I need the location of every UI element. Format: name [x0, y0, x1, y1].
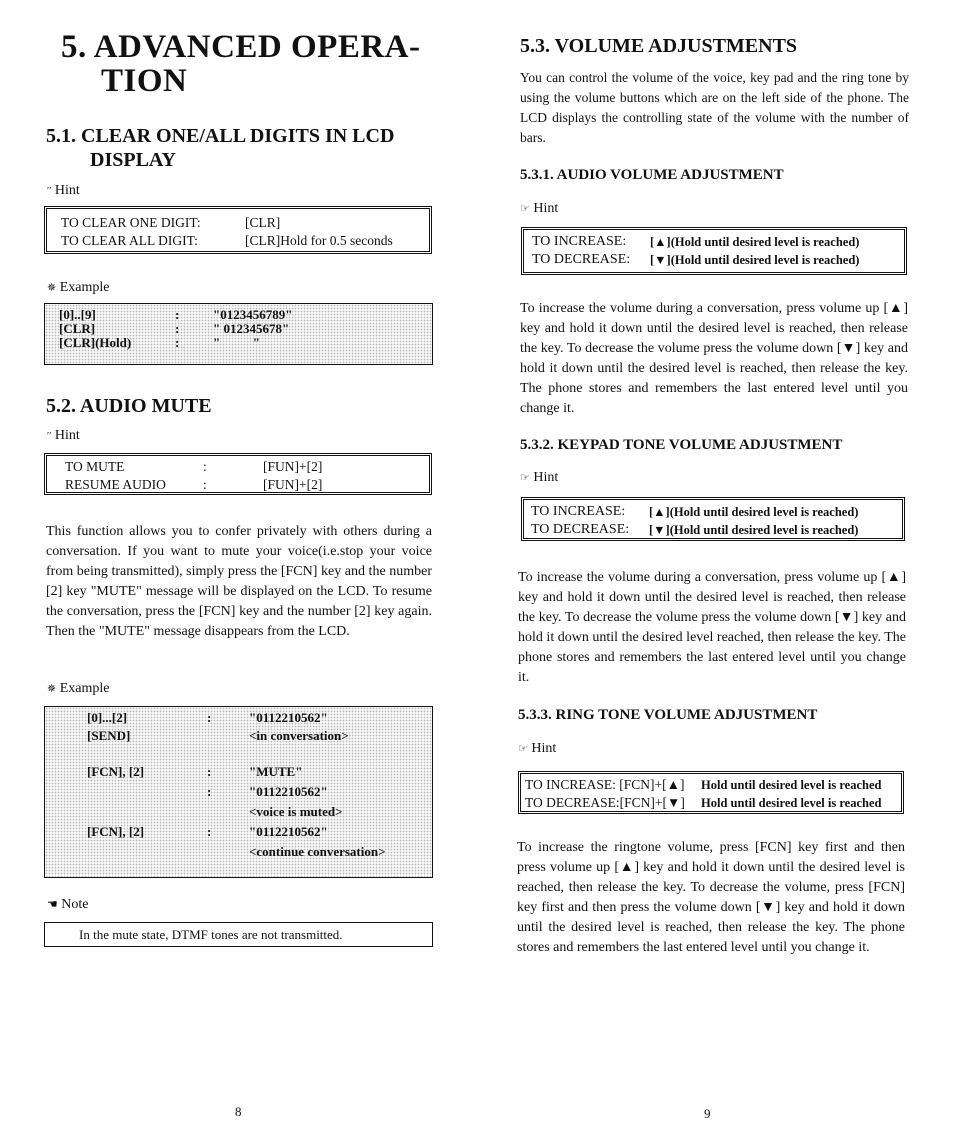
hint-row-label: TO DECREASE:[FCN]+[▼] [525, 795, 685, 810]
hint-row [61, 232, 429, 250]
hint-row [525, 794, 901, 812]
section-5-1-title-line-1: 5.1. CLEAR ONE/ALL DIGITS IN LCD [46, 125, 395, 147]
example-display: <continue conversation> [249, 844, 386, 859]
example-label [47, 280, 109, 296]
example-sep: : [175, 307, 180, 322]
hint-row [532, 233, 904, 251]
hint-label [47, 183, 80, 199]
example-sep: : [207, 764, 212, 779]
hint-row-value: Hold until desired level is reached [701, 796, 882, 810]
example-key: [0]...[2] [87, 710, 128, 725]
section-5-1-title [46, 124, 394, 172]
example-box [44, 706, 433, 878]
example-row [87, 845, 432, 859]
example-label [47, 681, 109, 697]
example-row [87, 765, 432, 779]
example-sep [207, 729, 249, 743]
hint-row-label: TO INCREASE: [FCN]+[▲] [525, 777, 685, 792]
hint-row [525, 776, 901, 794]
chapter-title-line-1: 5. ADVANCED OPERA- [61, 29, 421, 65]
example-row [87, 729, 432, 743]
hint-icon: ′′ [47, 186, 52, 197]
example-sep: : [175, 321, 180, 336]
example-row [87, 785, 432, 799]
example-row [59, 322, 432, 336]
example-key: [FCN], [2] [87, 764, 145, 779]
example-row [87, 805, 432, 819]
hint-box [518, 771, 904, 814]
chapter-title [61, 30, 421, 98]
section-5-3-1-title: 5.3.1. AUDIO VOLUME ADJUSTMENT [520, 167, 784, 183]
example-key: [0]..[9] [59, 307, 96, 322]
hint-row-label: TO CLEAR ALL DIGIT: [61, 233, 198, 248]
hint-row-sep: : [203, 477, 207, 492]
example-row [87, 711, 432, 725]
example-display: "0123456789" [213, 307, 293, 322]
page-number: 8 [235, 1104, 242, 1119]
hint-row [61, 214, 429, 232]
example-row [59, 308, 432, 322]
example-label-text: Example [59, 681, 110, 696]
example-key: [SEND] [87, 728, 131, 743]
hint-row-label: TO DECREASE: [532, 252, 631, 267]
hint-label [47, 428, 80, 444]
example-row [59, 336, 432, 350]
pointing-hand-icon: ☚ [47, 897, 58, 911]
example-label-text: Example [59, 280, 110, 295]
pointing-hand-icon: ☞ [518, 743, 528, 755]
example-sep: : [207, 784, 212, 799]
section-5-3-intro: You can control the volume of the voice, key pad and the ring tone by using the volume buttons which are on the left side of the phone. The LCD displays the controlling state of the volume with the number of bars. [520, 70, 909, 145]
section-5-3-title: 5.3. VOLUME ADJUSTMENTS [520, 35, 798, 57]
pointing-hand-icon: ☞ [520, 203, 530, 215]
hint-row-label: TO MUTE [65, 459, 125, 474]
hint-row-label: TO INCREASE: [531, 504, 626, 519]
hint-label [518, 741, 556, 757]
hint-row-value: [CLR]Hold for 0.5 seconds [245, 233, 393, 248]
hint-row [531, 503, 902, 521]
example-display: "MUTE" [249, 764, 303, 779]
example-icon: ✵ [47, 683, 57, 695]
hint-row-sep: : [203, 459, 207, 474]
section-5-3-1-body: To increase the volume during a conversation, press volume up [▲] key and hold it down until the desired level is reached, then release the key. To decrease the volume press the volume down [▼] key and hold it down until the desired level is reached, then release the key. The phone stores and remembers the last entered level until you change it. [520, 301, 908, 416]
section-5-3-3-title: 5.3.3. RING TONE VOLUME ADJUSTMENT [518, 707, 818, 723]
hint-row-value: [FUN]+[2] [263, 459, 323, 474]
hint-row-value: [▲](Hold until desired level is reached) [649, 505, 859, 519]
example-display: " " [213, 335, 260, 350]
example-display: "0112210562" [249, 824, 328, 839]
example-sep: : [207, 824, 212, 839]
example-key: [FCN], [2] [87, 824, 145, 839]
hint-icon: ′′ [47, 431, 52, 442]
hint-row-value: [▼](Hold until desired level is reached) [650, 253, 860, 267]
note-box [44, 922, 433, 947]
note-label [47, 897, 88, 913]
example-box [44, 303, 433, 365]
hint-box [44, 453, 432, 495]
example-sep [207, 805, 249, 819]
example-icon: ✵ [47, 282, 57, 294]
hint-row-value: [FUN]+[2] [263, 477, 323, 492]
hint-row [532, 251, 904, 269]
section-5-2-body: This function allows you to confer privately with others during a conversation. If you want to mute your voice(i.e.stop your voice from being transmitted), simply press the [FCN] key and the number [2] key "MUTE" message will be displayed on the LCD. To resume the conversation, press the [FCN] key and the number [2] key again. Then the "MUTE" message disappears from the LCD. [46, 524, 432, 639]
note-label-text: Note [61, 897, 89, 912]
example-sep: : [207, 710, 212, 725]
hint-label-text: Hint [533, 201, 559, 216]
hint-box [521, 497, 905, 541]
hint-row-label: TO CLEAR ONE DIGIT: [61, 215, 201, 230]
section-5-3-2-body: To increase the volume during a conversation, press volume up [▲] key and hold it down until the desired level is reached, then release the key. To decrease the volume press the volume down [▼] key and hold it down until the desired level reached, then release the key. The phone stores and remembers the last entered level until you change it. [518, 570, 906, 685]
example-key [87, 785, 207, 799]
note-text: In the mute state, DTMF tones are not transmitted. [79, 927, 343, 942]
page-number: 9 [704, 1106, 711, 1121]
section-5-1-title-line-2: DISPLAY [90, 149, 176, 171]
hint-row-value: [CLR] [245, 215, 281, 230]
hint-box [521, 227, 907, 275]
pointing-hand-icon: ☞ [520, 472, 530, 484]
hint-row-value: [▼](Hold until desired level is reached) [649, 523, 859, 537]
example-display: "0112210562" [249, 784, 328, 799]
hint-row-label: TO DECREASE: [531, 522, 630, 537]
example-display: " 012345678" [213, 321, 290, 336]
hint-row-value: [▲](Hold until desired level is reached) [650, 235, 860, 249]
section-5-3-2-title: 5.3.2. KEYPAD TONE VOLUME ADJUSTMENT [520, 437, 843, 453]
example-display: <in conversation> [249, 728, 349, 743]
example-row [87, 825, 432, 839]
example-display: "0112210562" [249, 710, 328, 725]
hint-row-label: TO INCREASE: [532, 234, 627, 249]
hint-row [531, 521, 902, 539]
hint-label-text: Hint [531, 741, 557, 756]
example-sep [207, 845, 249, 859]
hint-row [65, 476, 429, 494]
hint-row [65, 458, 429, 476]
hint-label [520, 470, 558, 486]
example-key: [CLR](Hold) [59, 335, 132, 350]
hint-label-text: Hint [54, 428, 80, 443]
section-5-3-3-body: To increase the ringtone volume, press [FCN] key first and then press volume up [▲] key and hold it down until the desired level is reached, then release the key. To decrease the volume, press [FCN] key first and then press the volume down [▼] key and hold it down until the desired level is reached, then release the key. The phone stores and remembers the last entered level until you change it. [517, 840, 905, 955]
example-key [87, 845, 207, 859]
example-key [87, 805, 207, 819]
hint-label [520, 201, 558, 217]
hint-label-text: Hint [54, 183, 80, 198]
section-5-2-title: 5.2. AUDIO MUTE [46, 395, 212, 417]
example-sep: : [175, 335, 180, 350]
hint-row-label: RESUME AUDIO [65, 477, 166, 492]
hint-label-text: Hint [533, 470, 559, 485]
hint-box [44, 206, 432, 254]
chapter-title-line-2: TION [101, 63, 188, 99]
hint-row-value: Hold until desired level is reached [701, 778, 882, 792]
example-key: [CLR] [59, 321, 96, 336]
example-display: <voice is muted> [249, 804, 343, 819]
